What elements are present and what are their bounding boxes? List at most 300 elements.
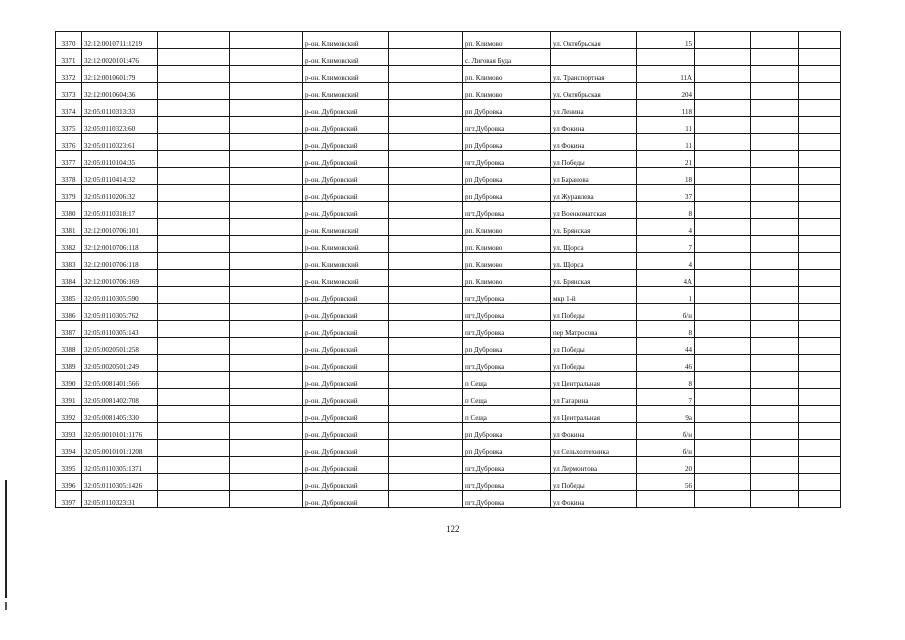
- table-row: [56, 32, 841, 49]
- cell-empty: [799, 219, 841, 236]
- cell-street: ул Победы: [551, 474, 637, 491]
- cell-empty: [695, 83, 751, 100]
- cell-number: 3376: [56, 134, 82, 151]
- cell-empty: [799, 32, 841, 49]
- cell-house: 8: [637, 372, 695, 389]
- cell-empty: [695, 100, 751, 117]
- cell-empty: [799, 202, 841, 219]
- cell-empty: [751, 168, 799, 185]
- cell-empty: [389, 270, 463, 287]
- cell-empty: [695, 474, 751, 491]
- cell-house: 9а: [637, 406, 695, 423]
- cell-cadastral-number: 32:05:0020501:249: [82, 355, 158, 372]
- cell-district: р-он. Дубровский: [303, 406, 389, 423]
- cell-empty: [158, 491, 230, 508]
- cell-empty: [158, 423, 230, 440]
- cell-empty: [230, 491, 303, 508]
- cell-cadastral-number: 32:12:0010711:1219: [82, 32, 158, 49]
- cell-empty: [230, 474, 303, 491]
- cell-district: р-он. Климовский: [303, 253, 389, 270]
- cell-locality: рп Дубровка: [463, 134, 551, 151]
- cell-empty: [695, 117, 751, 134]
- cell-empty: [799, 491, 841, 508]
- cell-street: ул. Брянская: [551, 219, 637, 236]
- cell-empty: [695, 185, 751, 202]
- cell-empty: [158, 185, 230, 202]
- cell-empty: [799, 287, 841, 304]
- cell-empty: [751, 66, 799, 83]
- table-row: [56, 185, 841, 202]
- cell-locality: рп Дубровка: [463, 423, 551, 440]
- cell-empty: [389, 83, 463, 100]
- cell-district: р-он. Климовский: [303, 236, 389, 253]
- cell-number: 3370: [56, 32, 82, 49]
- cell-empty: [389, 117, 463, 134]
- property-register-table: [55, 31, 841, 508]
- cell-empty: [158, 66, 230, 83]
- cell-empty: [695, 134, 751, 151]
- cell-house: б/н: [637, 423, 695, 440]
- cell-street: ул. Октябрьская: [551, 83, 637, 100]
- cell-locality: рп Дубровка: [463, 168, 551, 185]
- cell-cadastral-number: 32:05:0110305:590: [82, 287, 158, 304]
- cell-district: р-он. Дубровский: [303, 474, 389, 491]
- cell-cadastral-number: 32:05:0081401:566: [82, 372, 158, 389]
- table-row: [56, 66, 841, 83]
- cell-district: р-он. Климовский: [303, 66, 389, 83]
- cell-street: ул. Брянская: [551, 270, 637, 287]
- cell-empty: [158, 355, 230, 372]
- cell-district: р-он. Дубровский: [303, 389, 389, 406]
- cell-empty: [751, 491, 799, 508]
- cell-number: 3384: [56, 270, 82, 287]
- cell-number: 3386: [56, 304, 82, 321]
- cell-empty: [799, 236, 841, 253]
- cell-empty: [799, 117, 841, 134]
- cell-empty: [751, 457, 799, 474]
- cell-house: 37: [637, 185, 695, 202]
- cell-empty: [751, 440, 799, 457]
- cell-empty: [389, 474, 463, 491]
- cell-empty: [389, 100, 463, 117]
- cell-locality: рп. Климово: [463, 66, 551, 83]
- cell-empty: [389, 321, 463, 338]
- cell-district: р-он. Климовский: [303, 270, 389, 287]
- cell-house: 21: [637, 151, 695, 168]
- cell-locality: рп. Климово: [463, 270, 551, 287]
- cell-empty: [389, 32, 463, 49]
- cell-empty: [695, 440, 751, 457]
- cell-empty: [695, 253, 751, 270]
- table-row: [56, 423, 841, 440]
- cell-empty: [158, 100, 230, 117]
- cell-empty: [751, 355, 799, 372]
- cell-cadastral-number: 32:05:0110323:31: [82, 491, 158, 508]
- cell-empty: [389, 304, 463, 321]
- cell-street: ул Баранова: [551, 168, 637, 185]
- cell-house: 11: [637, 117, 695, 134]
- cell-cadastral-number: 32:12:0010706:118: [82, 236, 158, 253]
- cell-locality: рп. Климово: [463, 32, 551, 49]
- cell-empty: [695, 202, 751, 219]
- cell-empty: [158, 474, 230, 491]
- cell-street: ул Фокина: [551, 117, 637, 134]
- cell-empty: [799, 83, 841, 100]
- cell-number: 3393: [56, 423, 82, 440]
- cell-cadastral-number: 32:05:0020501:258: [82, 338, 158, 355]
- cell-number: 3390: [56, 372, 82, 389]
- table-row: [56, 202, 841, 219]
- cell-empty: [799, 304, 841, 321]
- table-row: [56, 253, 841, 270]
- cell-empty: [751, 219, 799, 236]
- cell-empty: [158, 389, 230, 406]
- cell-empty: [389, 287, 463, 304]
- cell-house: 4: [637, 253, 695, 270]
- cell-street: ул Победы: [551, 338, 637, 355]
- cell-district: р-он. Дубровский: [303, 185, 389, 202]
- cell-empty: [158, 83, 230, 100]
- cell-empty: [695, 219, 751, 236]
- cell-empty: [230, 423, 303, 440]
- cell-number: 3389: [56, 355, 82, 372]
- cell-empty: [799, 457, 841, 474]
- table-row: [56, 151, 841, 168]
- cell-empty: [230, 168, 303, 185]
- cell-empty: [751, 372, 799, 389]
- cell-empty: [389, 406, 463, 423]
- table-row: [56, 338, 841, 355]
- cell-empty: [695, 423, 751, 440]
- cell-empty: [389, 236, 463, 253]
- cell-empty: [799, 440, 841, 457]
- cell-empty: [695, 287, 751, 304]
- cell-empty: [158, 338, 230, 355]
- cell-locality: пгт.Дубровка: [463, 355, 551, 372]
- cell-locality: рп Дубровка: [463, 338, 551, 355]
- cell-empty: [389, 423, 463, 440]
- cell-empty: [389, 491, 463, 508]
- cell-cadastral-number: 32:12:0010706:169: [82, 270, 158, 287]
- table-row: [56, 117, 841, 134]
- table-row: [56, 355, 841, 372]
- cell-street: пер Матросова: [551, 321, 637, 338]
- cell-empty: [799, 355, 841, 372]
- table-row: [56, 304, 841, 321]
- cell-street: ул. Щорса: [551, 253, 637, 270]
- cell-empty: [158, 372, 230, 389]
- cell-empty: [751, 270, 799, 287]
- cell-house: 4: [637, 219, 695, 236]
- cell-district: р-он. Дубровский: [303, 491, 389, 508]
- cell-locality: рп Дубровка: [463, 100, 551, 117]
- cell-empty: [799, 185, 841, 202]
- table-row: [56, 100, 841, 117]
- cell-cadastral-number: 32:05:0081405:330: [82, 406, 158, 423]
- cell-empty: [158, 117, 230, 134]
- cell-street: ул Гагарина: [551, 389, 637, 406]
- cell-cadastral-number: 32:05:0110323:60: [82, 117, 158, 134]
- cell-cadastral-number: 32:05:0110305:1371: [82, 457, 158, 474]
- cell-empty: [695, 49, 751, 66]
- cell-number: 3383: [56, 253, 82, 270]
- cell-locality: рп. Климово: [463, 236, 551, 253]
- cell-empty: [695, 236, 751, 253]
- cell-empty: [389, 185, 463, 202]
- cell-number: 3373: [56, 83, 82, 100]
- cell-empty: [799, 134, 841, 151]
- cell-number: 3395: [56, 457, 82, 474]
- cell-empty: [751, 304, 799, 321]
- cell-locality: пгт.Дубровка: [463, 457, 551, 474]
- cell-cadastral-number: 32:05:0110313:33: [82, 100, 158, 117]
- cell-number: 3385: [56, 287, 82, 304]
- cell-cadastral-number: 32:05:0110318:17: [82, 202, 158, 219]
- cell-empty: [158, 287, 230, 304]
- cell-cadastral-number: 32:12:0010601:79: [82, 66, 158, 83]
- cell-district: р-он. Дубровский: [303, 338, 389, 355]
- cell-empty: [230, 440, 303, 457]
- cell-empty: [389, 440, 463, 457]
- cell-house: 4А: [637, 270, 695, 287]
- cell-empty: [751, 253, 799, 270]
- cell-empty: [751, 202, 799, 219]
- cell-empty: [695, 406, 751, 423]
- cell-cadastral-number: 32:05:0110414:32: [82, 168, 158, 185]
- cell-empty: [158, 440, 230, 457]
- cell-cadastral-number: 32:05:0110104:35: [82, 151, 158, 168]
- cell-empty: [230, 389, 303, 406]
- table-body: [56, 32, 841, 508]
- cell-empty: [799, 151, 841, 168]
- table-row: [56, 134, 841, 151]
- cell-empty: [158, 457, 230, 474]
- cell-house: 46: [637, 355, 695, 372]
- cell-empty: [230, 32, 303, 49]
- cell-number: 3392: [56, 406, 82, 423]
- cell-empty: [389, 355, 463, 372]
- cell-house: 18: [637, 168, 695, 185]
- table-row: [56, 389, 841, 406]
- cell-empty: [158, 49, 230, 66]
- cell-empty: [158, 253, 230, 270]
- cell-empty: [230, 117, 303, 134]
- cell-house: б/н: [637, 440, 695, 457]
- cell-empty: [389, 338, 463, 355]
- cell-street: ул Центральная: [551, 372, 637, 389]
- cell-empty: [751, 100, 799, 117]
- cell-district: р-он. Дубровский: [303, 168, 389, 185]
- cell-locality: рп. Климово: [463, 219, 551, 236]
- cell-empty: [751, 389, 799, 406]
- cell-empty: [799, 423, 841, 440]
- cell-empty: [751, 151, 799, 168]
- cell-number: 3394: [56, 440, 82, 457]
- cell-empty: [751, 423, 799, 440]
- cell-empty: [230, 372, 303, 389]
- cell-house: 7: [637, 389, 695, 406]
- cell-number: 3388: [56, 338, 82, 355]
- cell-empty: [389, 457, 463, 474]
- cell-locality: пгт.Дубровка: [463, 202, 551, 219]
- cell-empty: [695, 372, 751, 389]
- cell-street: ул. Октябрьская: [551, 32, 637, 49]
- cell-empty: [158, 32, 230, 49]
- cell-cadastral-number: 32:12:0010706:101: [82, 219, 158, 236]
- cell-empty: [158, 219, 230, 236]
- cell-empty: [695, 338, 751, 355]
- cell-empty: [158, 168, 230, 185]
- cell-cadastral-number: 32:05:0110323:61: [82, 134, 158, 151]
- cell-number: 3378: [56, 168, 82, 185]
- cell-district: р-он. Климовский: [303, 49, 389, 66]
- cell-district: р-он. Дубровский: [303, 100, 389, 117]
- cell-empty: [751, 338, 799, 355]
- cell-number: 3387: [56, 321, 82, 338]
- cell-number: 3371: [56, 49, 82, 66]
- cell-locality: пгт.Дубровка: [463, 304, 551, 321]
- table-row: [56, 491, 841, 508]
- cell-number: 3380: [56, 202, 82, 219]
- cell-empty: [389, 202, 463, 219]
- cell-house: 1: [637, 287, 695, 304]
- cell-locality: пгт.Дубровка: [463, 491, 551, 508]
- cell-house: [637, 49, 695, 66]
- cell-locality: пгт.Дубровка: [463, 474, 551, 491]
- cell-district: р-он. Дубровский: [303, 202, 389, 219]
- cell-empty: [751, 287, 799, 304]
- table-row: [56, 49, 841, 66]
- cell-house: 56: [637, 474, 695, 491]
- table-row: [56, 457, 841, 474]
- cell-empty: [695, 151, 751, 168]
- cell-empty: [230, 457, 303, 474]
- cell-locality: п Сеща: [463, 389, 551, 406]
- cell-street: ул Сельхозтехника: [551, 440, 637, 457]
- cell-number: 3372: [56, 66, 82, 83]
- table-row: [56, 406, 841, 423]
- table-row: [56, 83, 841, 100]
- cell-house: 7: [637, 236, 695, 253]
- cell-empty: [230, 304, 303, 321]
- cell-empty: [158, 236, 230, 253]
- cell-empty: [799, 389, 841, 406]
- cell-street: ул. Щорса: [551, 236, 637, 253]
- table-row: [56, 287, 841, 304]
- cell-empty: [751, 49, 799, 66]
- cell-street: ул Фокина: [551, 134, 637, 151]
- cell-district: р-он. Дубровский: [303, 134, 389, 151]
- cell-number: 3382: [56, 236, 82, 253]
- cell-cadastral-number: 32:05:0010101:1176: [82, 423, 158, 440]
- cell-street: ул Лермонтова: [551, 457, 637, 474]
- cell-empty: [389, 151, 463, 168]
- cell-empty: [799, 372, 841, 389]
- cell-house: [637, 491, 695, 508]
- cell-empty: [230, 287, 303, 304]
- cell-empty: [389, 219, 463, 236]
- cell-cadastral-number: 32:05:0110305:762: [82, 304, 158, 321]
- cell-locality: пгт.Дубровка: [463, 321, 551, 338]
- cell-empty: [695, 168, 751, 185]
- cell-empty: [751, 406, 799, 423]
- cell-empty: [158, 321, 230, 338]
- cell-cadastral-number: 32:05:0110305:1426: [82, 474, 158, 491]
- cell-locality: п Сеща: [463, 372, 551, 389]
- cell-street: ул Ленина: [551, 100, 637, 117]
- cell-empty: [751, 321, 799, 338]
- cell-locality: рп. Климово: [463, 83, 551, 100]
- cell-empty: [158, 304, 230, 321]
- cell-empty: [230, 185, 303, 202]
- cell-empty: [799, 168, 841, 185]
- cell-empty: [230, 202, 303, 219]
- cell-house: 204: [637, 83, 695, 100]
- cell-district: р-он. Климовский: [303, 32, 389, 49]
- cell-house: б/н: [637, 304, 695, 321]
- cell-cadastral-number: 32:05:0010101:1208: [82, 440, 158, 457]
- cell-cadastral-number: 32:05:0110206:32: [82, 185, 158, 202]
- cell-empty: [751, 185, 799, 202]
- cell-street: ул Военкоматская: [551, 202, 637, 219]
- cell-district: р-он. Дубровский: [303, 151, 389, 168]
- cell-district: р-он. Дубровский: [303, 321, 389, 338]
- cell-empty: [751, 236, 799, 253]
- cell-cadastral-number: 32:12:0020101:476: [82, 49, 158, 66]
- table-row: [56, 168, 841, 185]
- cell-empty: [230, 66, 303, 83]
- cell-district: р-он. Дубровский: [303, 423, 389, 440]
- cell-empty: [695, 321, 751, 338]
- cell-empty: [230, 253, 303, 270]
- cell-empty: [799, 66, 841, 83]
- cell-house: 11А: [637, 66, 695, 83]
- cell-house: 44: [637, 338, 695, 355]
- cell-house: 15: [637, 32, 695, 49]
- cell-empty: [799, 474, 841, 491]
- table-row: [56, 440, 841, 457]
- cell-house: 20: [637, 457, 695, 474]
- cell-empty: [751, 117, 799, 134]
- cell-empty: [158, 151, 230, 168]
- cell-empty: [799, 100, 841, 117]
- cell-empty: [695, 389, 751, 406]
- cell-empty: [695, 304, 751, 321]
- cell-street: ул Фокина: [551, 491, 637, 508]
- cell-empty: [230, 355, 303, 372]
- cell-empty: [230, 406, 303, 423]
- cell-house: 8: [637, 202, 695, 219]
- cell-empty: [695, 457, 751, 474]
- cell-locality: рп. Климово: [463, 253, 551, 270]
- cell-empty: [230, 236, 303, 253]
- table-row: [56, 236, 841, 253]
- cell-empty: [751, 474, 799, 491]
- cell-empty: [230, 83, 303, 100]
- cell-empty: [799, 338, 841, 355]
- cell-empty: [389, 49, 463, 66]
- cell-district: р-он. Дубровский: [303, 372, 389, 389]
- cell-district: р-он. Дубровский: [303, 117, 389, 134]
- cell-empty: [389, 389, 463, 406]
- cell-empty: [389, 372, 463, 389]
- cell-street: ул. Транспортная: [551, 66, 637, 83]
- table-row: [56, 270, 841, 287]
- cell-empty: [230, 338, 303, 355]
- cell-house: 118: [637, 100, 695, 117]
- cell-empty: [695, 66, 751, 83]
- cell-empty: [230, 151, 303, 168]
